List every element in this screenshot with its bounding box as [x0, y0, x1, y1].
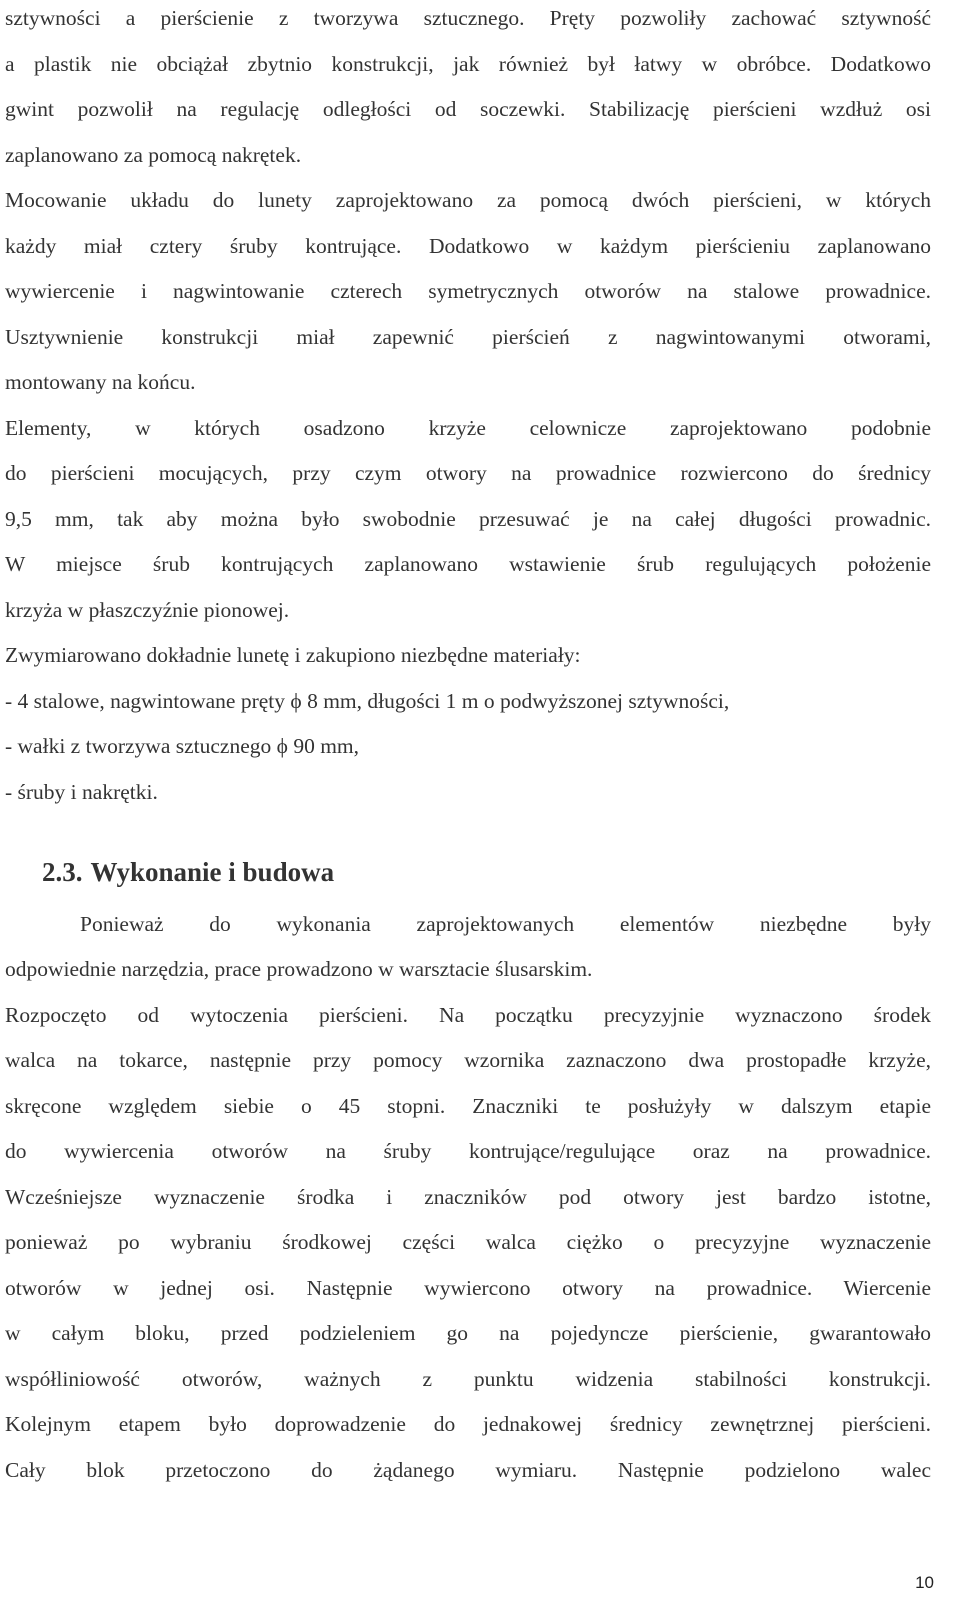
- text-line: gwint pozwolił na regulację odległości od soczewki. Stabilizację pierścieni wzdłuż osi: [5, 97, 931, 121]
- text-line: Zwymiarowano dokładnie lunetę i zakupiono niezbędne materiały:: [5, 643, 581, 667]
- text-line: w całym bloku, przed podzieleniem go na pojedyncze pierścienie, gwarantowało: [5, 1321, 931, 1345]
- section-title: Wykonanie i budowa: [90, 857, 335, 887]
- text-line: Elementy, w których osadzono krzyże celownicze zaprojektowano podobnie: [5, 416, 931, 440]
- text-line: montowany na końcu.: [5, 370, 196, 394]
- text-line: do wywiercenia otworów na śruby kontrujące/regulujące oraz na prowadnice.: [5, 1139, 931, 1163]
- text-line: Rozpoczęto od wytoczenia pierścieni. Na początku precyzyjnie wyznaczono środek: [5, 1003, 931, 1027]
- text-line: 9,5 mm, tak aby można było swobodnie przesuwać je na całej długości prowadnic.: [5, 507, 931, 531]
- text-line: odpowiednie narzędzia, prace prowadzono w warsztacie ślusarskim.: [5, 957, 593, 981]
- text-line: a plastik nie obciążał zbytnio konstrukcji, jak również był łatwy w obróbce. Dodatkowo: [5, 52, 931, 76]
- text-line: ponieważ po wybraniu środkowej części walca ciężko o precyzyjne wyznaczenie: [5, 1230, 931, 1254]
- text-line: Usztywnienie konstrukcji miał zapewnić pierścień z nagwintowanymi otworami,: [5, 325, 931, 349]
- text-line: Wcześniejsze wyznaczenie środka i znaczników pod otwory jest bardzo istotne,: [5, 1185, 931, 1209]
- list-item: - 4 stalowe, nagwintowane pręty ϕ 8 mm, długości 1 m o podwyższonej sztywności,: [5, 689, 730, 713]
- text-line: współliniowość otworów, ważnych z punktu widzenia stabilności konstrukcji.: [5, 1367, 931, 1391]
- list-item: - wałki z tworzywa sztucznego ϕ 90 mm,: [5, 734, 360, 758]
- text-line: do pierścieni mocujących, przy czym otwory na prowadnice rozwiercono do średnicy: [5, 461, 931, 485]
- text-line: otworów w jednej osi. Następnie wywiercono otwory na prowadnice. Wiercenie: [5, 1276, 931, 1300]
- text-line: W miejsce śrub kontrujących zaplanowano wstawienie śrub regulujących położenie: [5, 552, 931, 576]
- text-line: zaplanowano za pomocą nakrętek.: [5, 143, 302, 167]
- section-heading: [42, 852, 334, 892]
- text-line: Kolejnym etapem było doprowadzenie do jednakowej średnicy zewnętrznej pierścieni.: [5, 1412, 931, 1436]
- page-number: 10: [915, 1573, 934, 1592]
- text-line: skręcone względem siebie o 45 stopni. Znaczniki te posłużyły w dalszym etapie: [5, 1094, 931, 1118]
- text-line: wywiercenie i nagwintowanie czterech symetrycznych otworów na stalowe prowadnice.: [5, 279, 931, 303]
- list-item: - śruby i nakrętki.: [5, 780, 158, 804]
- text-line: sztywności a pierścienie z tworzywa sztucznego. Pręty pozwoliły zachować sztywność: [5, 6, 931, 30]
- text-line: Mocowanie układu do lunety zaprojektowano za pomocą dwóch pierścieni, w których: [5, 188, 931, 212]
- text-line: krzyża w płaszczyźnie pionowej.: [5, 598, 290, 622]
- text-line: walca na tokarce, następnie przy pomocy wzornika zaznaczono dwa prostopadłe krzyże,: [5, 1048, 931, 1072]
- text-line: każdy miał cztery śruby kontrujące. Dodatkowo w każdym pierścieniu zaplanowano: [5, 234, 931, 258]
- section-number: 2.3.: [42, 857, 83, 887]
- text-line: Ponieważ do wykonania zaprojektowanych elementów niezbędne były: [80, 912, 931, 936]
- text-line: Cały blok przetoczono do żądanego wymiaru. Następnie podzielono walec: [5, 1458, 931, 1482]
